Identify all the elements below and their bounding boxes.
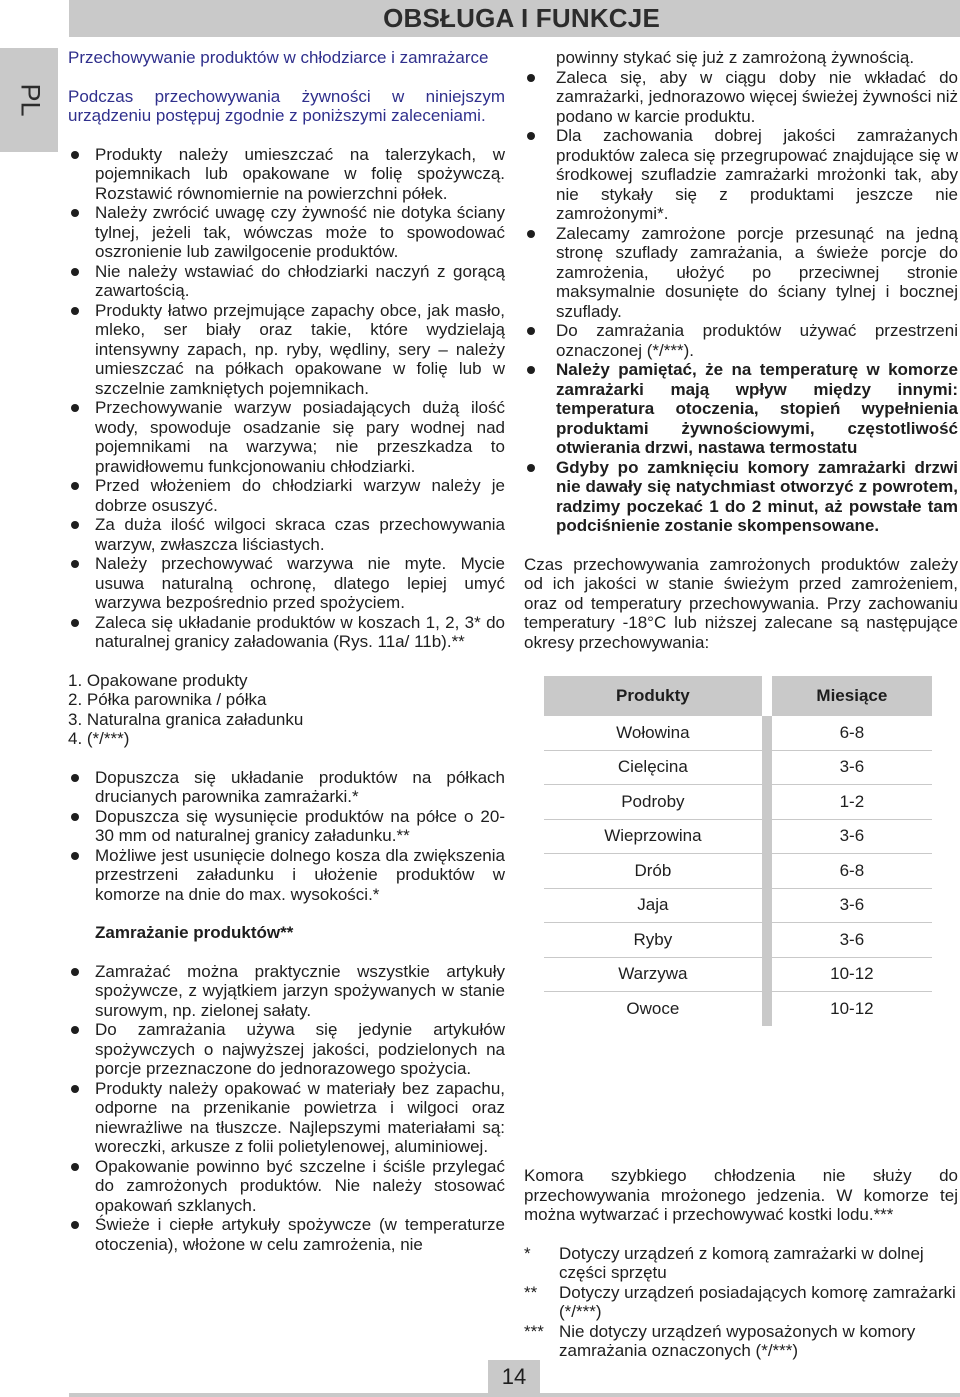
language-label: PL: [15, 83, 46, 117]
bullet-icon: [71, 307, 79, 315]
table-cell: Owoce: [544, 992, 767, 1026]
fast-freeze-text: Komora szybkiego chłodzenia nie służy do przechowywania mrożonego jedzenia. W komorze tej można wytwarzać i przechowywać kostki lodu.***: [524, 1166, 958, 1224]
bullet-icon: [527, 74, 535, 82]
footnote: *** Nie dotyczy urządzeń wyposażonych w komory zamrażania oznaczonych (*/***): [524, 1321, 916, 1360]
list-item: Zaleca się, aby w ciągu doby nie wkładać do zamrażarki, jednorazowo więcej świeżej żywności niż podano w karcie produktu.: [524, 68, 958, 127]
list-item: Dopuszcza się układanie produktów na półkach drucianych parownika zamrażarki.*: [68, 768, 505, 807]
table-cell: Warzywa: [544, 957, 767, 992]
bullet-icon: [527, 327, 535, 335]
table-cell: Wieprzowina: [544, 819, 767, 854]
list-item: Zaleca się układanie produktów w koszach 1, 2, 3* do naturalnej granicy załadowania (Rys. 11a/ 11b).**: [68, 613, 505, 652]
bullet-icon: [527, 132, 535, 140]
bullet-icon: [71, 1221, 79, 1229]
footnote: ** Dotyczy urządzeń posiadających komorę zamrażarki (*/***): [524, 1282, 956, 1321]
table-row: [544, 923, 932, 958]
bullet-icon: [71, 774, 79, 782]
table-cell: 3-6: [767, 923, 932, 958]
footnote-mark: **: [524, 1282, 538, 1302]
list-item: Zalecamy zamrożone porcje przesunąć na jedną stronę szuflady zamrażania, a świeże porcje do zamrożenia, ułożyć po przeciwnej stronie maksymalnie dosunięte do ściany tylnej i bocznej szuflady.: [524, 224, 958, 322]
bullet-icon: [71, 1163, 79, 1171]
freezing-advice-list: [524, 68, 958, 536]
footnote: * Dotyczy urządzeń z komorą zamrażarki w dolnej części sprzętu: [524, 1243, 924, 1282]
left-column: [68, 48, 505, 1254]
table-row: [544, 750, 932, 785]
right-column: [524, 48, 958, 652]
footnote-mark: *: [524, 1243, 531, 1263]
table-row: [544, 992, 932, 1026]
list-item: Produkty należy opakować w materiały bez zapachu, odporne na przenikanie powietrza i wilgoci oraz niewrażliwe na tłuszcze. Najlepszymi materiałami są: woreczki, arkusze z folii polietylenowej, aluminiowej.: [68, 1079, 505, 1157]
figure-legend: [68, 671, 505, 749]
list-item: Zamrażać można praktycznie wszystkie artykuły spożywcze, z wyjątkiem jarzyn spożywanych w stanie surowym, np. zielonej sałaty.: [68, 962, 505, 1021]
section-heading: Przechowywanie produktów w chłodziarce i zamrażarce: [68, 48, 489, 67]
table-cell: 6-8: [839, 722, 865, 742]
page-number: 14: [501, 1364, 527, 1389]
list-item: Dopuszcza się wysunięcie produktów na półce o 20-30 mm od naturalnej granicy załadunku.**: [68, 807, 505, 846]
list-item: Należy pamiętać, że na temperaturę w komorze zamrażarki mają wpływ między innymi: temperatura otoczenia, stopień wypełnienia produktami żywnościowymi, częstotliwość otwierania drzwi, nastawa termostatu: [524, 360, 958, 458]
right-bottom-block: [524, 1166, 958, 1361]
table-header-products: Produkty: [544, 676, 767, 716]
list-item: Produkty łatwo przejmujące zapachy obce, jak masło, mleko, ser biały oraz takie, które wydzielają intensywny zapach, np. ryby, wędliny, sery – należy umieszczać na półkach opakowane w folię lub w szczelnie zamkniętych pojemnikach.: [68, 301, 505, 399]
table-cell: Podroby: [544, 785, 767, 820]
list-item: Możliwe jest usunięcie dolnego kosza dla zwiększenia przestrzeni załadunku i ułożenie produktów w komorze na dnie do max. wysokości.*: [68, 846, 505, 905]
legend-item: 3. Naturalna granica załadunku: [68, 709, 304, 729]
table-header-row: [544, 676, 932, 716]
bullet-icon: [527, 366, 535, 374]
bullet-icon: [71, 1026, 79, 1034]
bullet-icon: [71, 619, 79, 627]
table-cell: Jaja: [544, 888, 767, 923]
legend-item: 1. Opakowane produkty: [68, 670, 248, 690]
list-item: Dla zachowania dobrej jakości zamrażanych produktów zaleca się przegrupować znajdujące się w środkowej szufladzie zamrażarki mrożonki tak, aby nie stykały się z produktami jeszcze nie zamrożonymi*.: [524, 126, 958, 224]
shelf-tips-list: [68, 768, 505, 905]
table-header-months: Miesiące: [767, 676, 932, 716]
bullet-icon: [71, 268, 79, 276]
list-item: Produkty należy umieszczać na talerzykach, w pojemnikach lub opakowane w folię spożywczą. Rozstawić równomiernie na powierzchni półek.: [68, 145, 505, 204]
list-item: Do zamrażania produktów używać przestrzeni oznaczonej (*/***).: [524, 321, 958, 360]
table-cell: 3-6: [767, 888, 932, 923]
bullet-icon: [527, 464, 535, 472]
bullet-icon: [71, 968, 79, 976]
bullet-icon: [71, 521, 79, 529]
table-cell: Cielęcina: [544, 750, 767, 785]
freezing-tips-list: [68, 962, 505, 1255]
footnote-mark: ***: [524, 1321, 544, 1341]
intro-text: Podczas przechowywania żywności w niniejszym urządzeniu postępuj zgodnie z poniższymi zaleceniami.: [68, 86, 505, 125]
legend-item: 2. Półka parownika / półka: [68, 690, 267, 709]
bullet-icon: [71, 1085, 79, 1093]
list-item: Gdyby po zamknięciu komory zamrażarki drzwi nie dawały się natychmiast otworzyć z powrotem, radzimy poczekać 1 do 2 minut, aż powstałe tam podciśnienie zostanie skompensowane.: [524, 458, 958, 536]
bullet-icon: [71, 404, 79, 412]
bullet-icon: [71, 151, 79, 159]
continuation-text: powinny stykać się już z zamrożoną żywnością.: [556, 48, 915, 67]
storage-table: [544, 676, 932, 1026]
list-item: Nie należy wstawiać do chłodziarki naczyń z gorącą zawartością.: [68, 262, 505, 301]
table-row: [544, 854, 932, 889]
bullet-icon: [527, 230, 535, 238]
list-item: Należy przechowywać warzywa nie myte. Mycie usuwa naturalną ochronę, dlatego lepiej umyć warzywa bezpośrednio przed spożyciem.: [68, 554, 505, 613]
list-item: Przed włożeniem do chłodziarki warzyw należy je dobrze osuszyć.: [68, 476, 505, 515]
table-row: [544, 716, 932, 750]
table-cell: 10-12: [767, 992, 932, 1026]
table-cell: Ryby: [544, 923, 767, 958]
storage-time-text: Czas przechowywania zamrożonych produktów zależy od ich jakości w stanie świeżym przed zamrożeniem, oraz od temperatury przechowywania. Przy zachowaniu temperatury -18°C lub niższej zalecane są następujące okresy przechowywania:: [524, 554, 958, 652]
bullet-icon: [71, 852, 79, 860]
list-item: Świeże i ciepłe artykuły spożywcze (w temperaturze otoczenia), włożone w celu zamrożenia, nie: [68, 1215, 505, 1254]
list-item: Należy zwrócić uwagę czy żywność nie dotyka ściany tylnej, jeżeli tak, wówczas może to spowodować oszronienie lub zawilgocenie produktów.: [68, 203, 505, 262]
table-cell: 10-12: [767, 957, 932, 992]
table-cell: 6-8: [767, 854, 932, 889]
list-item: Opakowanie powinno być szczelne i ściśle przylegać do zamrożonych produktów. Nie należy stosować opakowań szklanych.: [68, 1157, 505, 1216]
legend-item: 4. (*/***): [68, 729, 130, 748]
table-cell: 3-6: [767, 750, 932, 785]
bullet-icon: [71, 560, 79, 568]
table-row: [544, 957, 932, 992]
bullet-icon: [71, 813, 79, 821]
table-cell: 1-2: [767, 785, 932, 820]
freezing-heading: Zamrażanie produktów**: [95, 923, 294, 942]
page-title: OBSŁUGA I FUNKCJE: [383, 3, 660, 33]
list-item: Przechowywanie warzyw posiadających dużą ilość wody, spowoduje osadzanie się pary wodnej nad pojemnikami na warzywa; nie przeszkadza to prawidłowemu funkcjonowaniu chłodziarki.: [68, 398, 505, 476]
table-cell: 3-6: [767, 819, 932, 854]
table-row: [544, 888, 932, 923]
table-cell: Wołowina: [544, 716, 767, 750]
list-item: Do zamrażania używa się jedynie artykułów spożywczych o najwyższej jakości, podzielonych na porcje przeznaczone do jednorazowego spożycia.: [68, 1020, 505, 1079]
list-item: Za duża ilość wilgoci skraca czas przechowywania warzyw, zwłaszcza liściastych.: [68, 515, 505, 554]
bullet-icon: [71, 482, 79, 490]
table-row: [544, 785, 932, 820]
table-cell: Drób: [544, 854, 767, 889]
bullet-icon: [71, 209, 79, 217]
storage-tips-list: [68, 145, 505, 652]
table-row: [544, 819, 932, 854]
